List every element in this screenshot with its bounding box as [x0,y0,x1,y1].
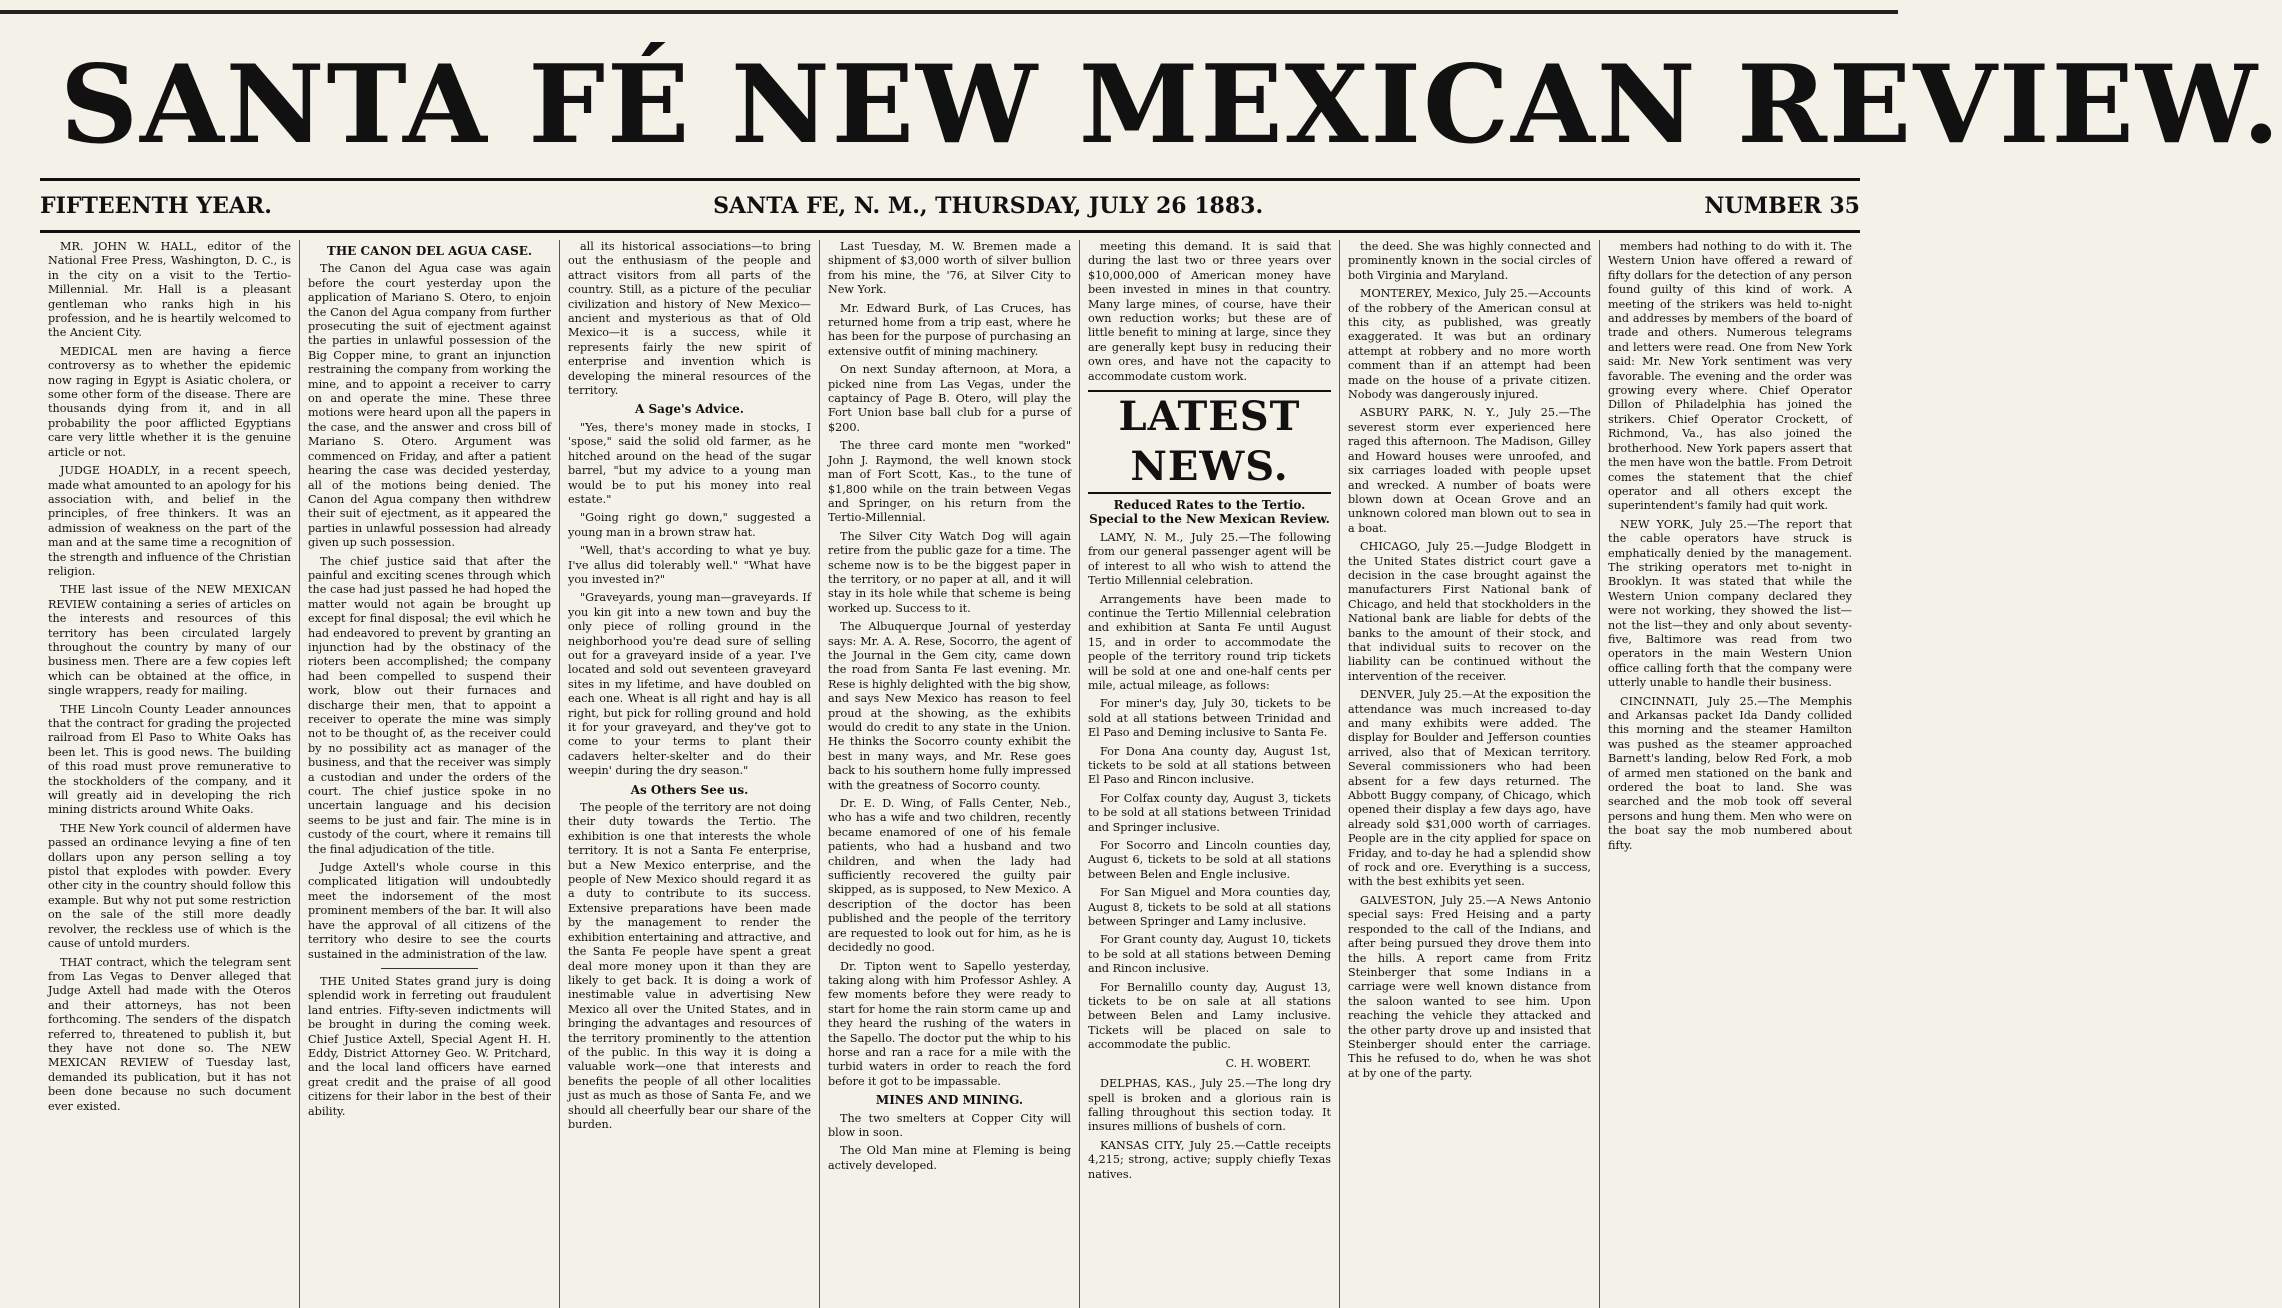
article-paragraph: For Socorro and Lincoln counties day, August 6, tickets to be sold at all stations between Belen and Engle inclusive. [1088,839,1331,881]
article-headline: A Sage's Advice. [635,402,744,417]
latest-news-banner: LATEST NEWS. [1088,390,1331,494]
article-paragraph: "Going right go down," suggested a young man in a brown straw hat. [568,511,811,539]
section-divider [381,968,478,969]
article-paragraph: CHICAGO, July 25.—Judge Blodgett in the United States district court gave a decision in the case brought against the manufacturers First National bank of Chicago, and held that stockholders in the National bank are liable for debts of the banks to the amount of their stock, and that individual suits to recover on the liability can be continued without the intervention of the receiver. [1348,540,1591,683]
header-rule-lower [40,230,1860,233]
place-and-date: SANTA FE, N. M., THURSDAY, JULY 26 1883. [713,193,1264,219]
article-paragraph: The Silver City Watch Dog will again retire from the public gaze for a time. The scheme now is to be the biggest paper in the territory, or no paper at all, and it will stay in its hole while that scheme is being worked up. Success to it. [828,529,1071,615]
column-6 [1340,240,1600,1308]
article-paragraph: DELPHAS, KAS., July 25.—The long dry spell is broken and a glorious rain is falling throughout this section today. It insures millions of bushels of corn. [1088,1077,1331,1134]
article-paragraph: Dr. E. D. Wing, of Falls Center, Neb., who has a wife and two children, recently became enamored of one of his female patients, who had a husband and two children, and when the lady had sufficiently recovered the guilty pair skipped, as is supposed, to New Mexico. A description of the doctor has been published and the people of the territory are requested to look out for him, as he is decidedly no good. [828,797,1071,955]
volume-year: FIFTEENTH YEAR. [40,193,272,219]
article-paragraph: Judge Axtell's whole course in this complicated litigation will undoubtedly meet the indorsement of the most prominent members of the bar. It will also have the approval of all citizens of the territory who desire to see the courts sustained in the administration of the law. [308,861,551,961]
article-paragraph: The three card monte men "worked" John J. Raymond, the well known stock man of Fort Scott, Kas., to the tune of $1,800 while on the train between Vegas and Springer, on his return from the Tertio-Millennial. [828,439,1071,525]
article-paragraph: CINCINNATI, July 25.—The Memphis and Arkansas packet Ida Dandy collided this morning and the steamer Hamilton was pushed as the steamer approached Barnett's landing, below Red Fork, a mob of armed men stationed on the bank and ordered the boat to land. She was searched and the mob took off several persons and hung them. Men who were on the boat say the mob numbered about fifty. [1608,694,1852,852]
article-paragraph: For Dona Ana county day, August 1st, tickets to be sold at all stations between El Paso and Rincon inclusive. [1088,744,1331,787]
article-paragraph: The Albuquerque Journal of yesterday says: Mr. A. A. Rese, Socorro, the agent of the Journal in the Gem city, came down the road from Santa Fe last evening. Mr. Rese is highly delighted with the big show, and says New Mexico has reason to feel proud at the showing, as the exhibits would do credit to any state in the Union. He thinks the Socorro county exhibit the best in many ways, and Mr. Rese goes back to his southern home fully impressed with the greatness of Socorro county. [828,620,1071,792]
article-paragraph: For Colfax county day, August 3, tickets to be sold at all stations between Trinidad and Springer inclusive. [1088,791,1331,834]
article-paragraph: For Grant county day, August 10, tickets to be sold at all stations between Deming and Rincon inclusive. [1088,933,1331,976]
article-paragraph: LAMY, N. M., July 25.—The following from our general passenger agent will be of interest to all who wish to attend the Tertio Millennial celebration. [1088,530,1331,588]
article-headline: Reduced Rates to the Tertio. Special to the New Mexican Review. [1089,498,1330,527]
article-paragraph: Dr. Tipton went to Sapello yesterday, taking along with him Professor Ashley. A few moments before they were ready to start for home the rain storm came up and they heard the rushing of the waters in the Sapello. The doctor put the whip to his horse and ran a race for a mile with the turbid waters in order to reach the ford before it got to be impassable. [828,959,1071,1088]
column-2 [300,240,560,1308]
top-rule [0,10,1898,14]
article-paragraph: For San Miguel and Mora counties day, August 8, tickets to be sold at all stations between Springer and Lamy inclusive. [1088,886,1331,929]
article-paragraph: Last Tuesday, M. W. Bremen made a shipment of $3,000 worth of silver bullion from his mine, the '76, at Silver City to New York. [828,240,1071,297]
article-columns [40,240,1860,1308]
article-paragraph: THE United States grand jury is doing splendid work in ferreting out fraudulent land entries. Fifty-seven indictments will be brought in during the coming week. Chief Justice Axtell, Special Agent H. H. Eddy, District Attorney Geo. W. Pritchard, and the local land officers have earned great credit and the praise of all good citizens for their labor in the best of their ability. [308,974,551,1118]
article-paragraph: The chief justice said that after the painful and exciting scenes through which the case had just passed he had hoped the matter would not again be brought up except for final disposal; the evil which he had endeavored to prevent by granting an injunction had by the obstinacy of the rioters been accomplished; the company had been compelled to suspend their work, blow out their furnaces and discharge their men, that to appoint a receiver to operate the mine was simply not to be thought of, as the receiver could by no possibility act as manager of the business, and that the receiver was simply a custodian and under the orders of the court. The chief justice spoke in no uncertain language and his decision seems to be just and fair. The mine is in custody of the court, where it remains till the final adjudication of the title. [308,554,551,856]
article-paragraph: the deed. She was highly connected and prominently known in the social circles of both Virginia and Maryland. [1348,240,1591,282]
article-paragraph: MR. JOHN W. HALL, editor of the National Free Press, Washington, D. C., is in the city on a visit to the Tertio-Millennial. Mr. Hall is a pleasant gentleman who ranks high in his profession, and he is heartily welcomed to the Ancient City. [48,240,291,340]
column-1 [40,240,300,1308]
column-5 [1080,240,1340,1308]
article-paragraph: For Bernalillo county day, August 13, tickets to be on sale at all stations between Belen and Lamy inclusive. Tickets will be placed on sale to accommodate the public. [1088,980,1331,1052]
article-paragraph: "Graveyards, young man—graveyards. If you kin git into a new town and buy the only piece of rolling ground in the neighborhood you're dead sure of selling out for a graveyard inside of a year. I've located and sold out seventeen graveyard sites in my lifetime, and have doubled on each one. Wheat is all right and hay is all right, but pick for rolling ground and hold it for your graveyard, and they've got to come to your terms to plant their cadavers helter-skelter and do their weepin' during the dry season." [568,591,811,778]
article-paragraph: MONTEREY, Mexico, July 25.—Accounts of the robbery of the American consul at this city, as published, was greatly exaggerated. It was but an ordinary attempt at robbery and no more worth comment than if an attempt had been made on the house of a private citizen. Nobody was dangerously injured. [1348,287,1591,402]
article-paragraph: members had nothing to do with it. The Western Union have offered a reward of fifty dollars for the detection of any person found guilty of this kind of work. A meeting of the strikers was held to-night and addresses by members of the board of trade and others. Numerous telegrams and letters were read. One from New York said: Mr. New York sentiment was very favorable. The evening and the order was growing every where. Chief Operator Dillon of Philadelphia has joined the strikers. Chief Operator Crockett, of Richmond, Va., has also joined the brotherhood. New York papers assert that the men have won the battle. From Detroit comes the statement that the chief operator and all others except the superintendent's family had quit work. [1608,240,1852,513]
article-paragraph: For miner's day, July 30, tickets to be sold at all stations between Trinidad and El Paso and Deming inclusive to Santa Fe. [1088,697,1331,740]
article-paragraph: THE New York council of aldermen have passed an ordinance levying a fine of ten dollars upon any person selling a toy pistol that explodes with powder. Every other city in the country should follow this example. But why not put some restriction on the sale of the still more deadly revolver, the reckless use of which is the cause of untold murders. [48,821,291,951]
article-paragraph: The people of the territory are not doing their duty towards the Tertio. The exhibition is one that interests the whole territory. It is not a Santa Fe enterprise, but a New Mexico enterprise, and the people of New Mexico should regard it as a duty to contribute to its success. Extensive preparations have been made by the management to render the exhibition entertaining and attractive, and the Santa Fe people have spent a great deal more money upon it than they are likely to get back. It is doing a work of inestimable value in advertising New Mexico all over the United States, and in bringing the advantages and resources of the territory prominently to the attention of the public. In this way it is doing a valuable work—one that interests and benefits the people of all other localities just as much as those of Santa Fe, and we should all cheerfully bear our share of the burden. [568,801,811,1131]
masthead-title: SANTA FÉ NEW MEXICAN REVIEW. [60,42,2282,168]
article-paragraph: The two smelters at Copper City will blow in soon. [828,1111,1071,1139]
column-7 [1600,240,1860,1308]
article-paragraph: meeting this demand. It is said that during the last two or three years over $10,000,000 of American money have been invested in mines in that country. Many large mines, of course, have their own reduction works; but these are of little benefit to mining at large, since they are generally kept busy in reducing their own ores, and have not the capacity to accommodate custom work. [1088,240,1331,383]
article-paragraph: THAT contract, which the telegram sent from Las Vegas to Denver alleged that Judge Axtell had made with the Oteros and their attorneys, has not been forthcoming. The senders of the dispatch referred to, threatened to publish it, but they have not done so. The NEW MEXICAN REVIEW of Tuesday last, demanded its publication, but it has not been done because no such document ever existed. [48,955,291,1113]
column-3 [560,240,820,1308]
article-paragraph: ASBURY PARK, N. Y., July 25.—The severest storm ever experienced here raged this afternoon. The Madison, Gilley and Howard houses were unroofed, and six carriages loaded with people upset and wrecked. A number of boats were blown down at Ocean Grove and an unknown colored man blown out to sea in a boat. [1348,406,1591,535]
header-rule-upper [40,178,1860,181]
article-headline: As Others See us. [630,782,749,797]
article-paragraph: On next Sunday afternoon, at Mora, a picked nine from Las Vegas, under the captaincy of Page B. Otero, will play the Fort Union base ball club for a purse of $200. [828,363,1071,434]
article-paragraph: DENVER, July 25.—At the exposition the attendance was much increased to-day and many exhibits were added. The display for Boulder and Jefferson counties arrived, also that of Mexican territory. Several commissioners who had been absent for a few days returned. The Abbott Buggy company, of Chicago, which opened their display a few days ago, have already sold $31,000 worth of carriages. People are in the city applied for space on Friday, and to-day he had a splendid show of rock and ore. Everything is a success, with the best exhibits yet seen. [1348,688,1591,889]
article-paragraph: GALVESTON, July 25.—A News Antonio special says: Fred Heising and a party responded to the call of the Indians, and after being pursued they drove them into the hills. A report came from Fritz Steinberger that some Indians in a carriage were well known distance from the saloon wanted to see him. Upon reaching the vehicle they attacked and the other party drove up and insisted that Steinberger should enter the carriage. This he refused to do, when he was shot at by one of the party. [1348,893,1591,1080]
dateline-bar [40,186,1860,226]
article-headline: MINES AND MINING. [875,1093,1024,1108]
article-paragraph: Arrangements have been made to continue the Tertio Millennial celebration and exhibition at Santa Fe until August 15, and in order to accommodate the people of the territory round trip tickets will be sold at one and one-half cents per mile, actual mileage, as follows: [1088,592,1331,692]
article-headline: THE CANON DEL AGUA CASE. [326,244,533,258]
article-paragraph: The Old Man mine at Fleming is being actively developed. [828,1144,1071,1172]
article-paragraph: Mr. Edward Burk, of Las Cruces, has returned home from a trip east, where he has been for the purpose of purchasing an extensive outfit of mining machinery. [828,301,1071,358]
article-paragraph: The Canon del Agua case was again before the court yesterday upon the application of Mariano S. Otero, to enjoin the Canon del Agua company from further prosecuting the suit of ejectment against the parties in unlawful possession of the Big Copper mine, to grant an injunction restraining the company from working the mine, and to appoint a receiver to carry on and operate the mine. These three motions were heard upon all the papers in the case, and the answer and cross bill of Mariano S. Otero. Argument was commenced on Friday, and after a patient hearing the case was decided yesterday, all of the motions being denied. The Canon del Agua company then withdrew their suit of ejectment, as it appeared the parties in unlawful possession had already given up such possession. [308,262,551,550]
article-paragraph: MEDICAL men are having a fierce controversy as to whether the epidemic now raging in Egypt is Asiatic cholera, or some other form of the disease. There are thousands dying from it, and in all probability the poor afflicted Egyptians care very little whether it is the genuine article or not. [48,344,291,459]
article-paragraph: JUDGE HOADLY, in a recent speech, made what amounted to an apology for his association with, and belief in the principles, of free thinkers. It was an admission of weakness on the part of the man and at the same time a recognition of the strength and influence of the Christian religion. [48,464,291,578]
article-paragraph: "Yes, there's money made in stocks, I 'spose," said the solid old farmer, as he hitched around on the head of the sugar barrel, "but my advice to a young man would be to put his money into real estate." [568,420,811,506]
column-4 [820,240,1080,1308]
article-paragraph: KANSAS CITY, July 25.—Cattle receipts 4,215; strong, active; supply chiefly Texas natives. [1088,1138,1331,1181]
article-paragraph: NEW YORK, July 25.—The report that the cable operators have struck is emphatically denied by the management. The striking operators met to-night in Brooklyn. It was stated that while the Western Union company declared they were not working, they showed the list—not the list—they and only about seventy-five, Baltimore was read from two operators in the main Western Union office calling forth that the company were utterly unable to handle their business. [1608,517,1852,690]
article-paragraph: THE last issue of the NEW MEXICAN REVIEW containing a series of articles on the interests and resources of this territory has been circulated largely throughout the country by many of our business men. There are a few copies left which can be obtained at the office, in single wrappers, ready for mailing. [48,583,291,698]
article-paragraph: all its historical associations—to bring out the enthusiasm of the people and attract visitors from all parts of the country. Still, as a picture of the peculiar civilization and history of New Mexico—ancient and mysterious as that of Old Mexico—it is a success, while it represents fairly the new spirit of enterprise and invention which is developing the mineral resources of the territory. [568,240,811,398]
issue-number: NUMBER 35 [1704,193,1860,219]
article-paragraph: THE Lincoln County Leader announces that the contract for grading the projected railroad from El Paso to White Oaks has been let. This is good news. The building of this road must prove remunerative to the stockholders of the company, and it will greatly aid in developing the rich mining districts around White Oaks. [48,702,291,817]
article-paragraph: "Well, that's according to what ye buy. I've allus did tolerably well." "What have you invested in?" [568,544,811,586]
article-signature: C. H. WOBERT. [1225,1056,1311,1070]
